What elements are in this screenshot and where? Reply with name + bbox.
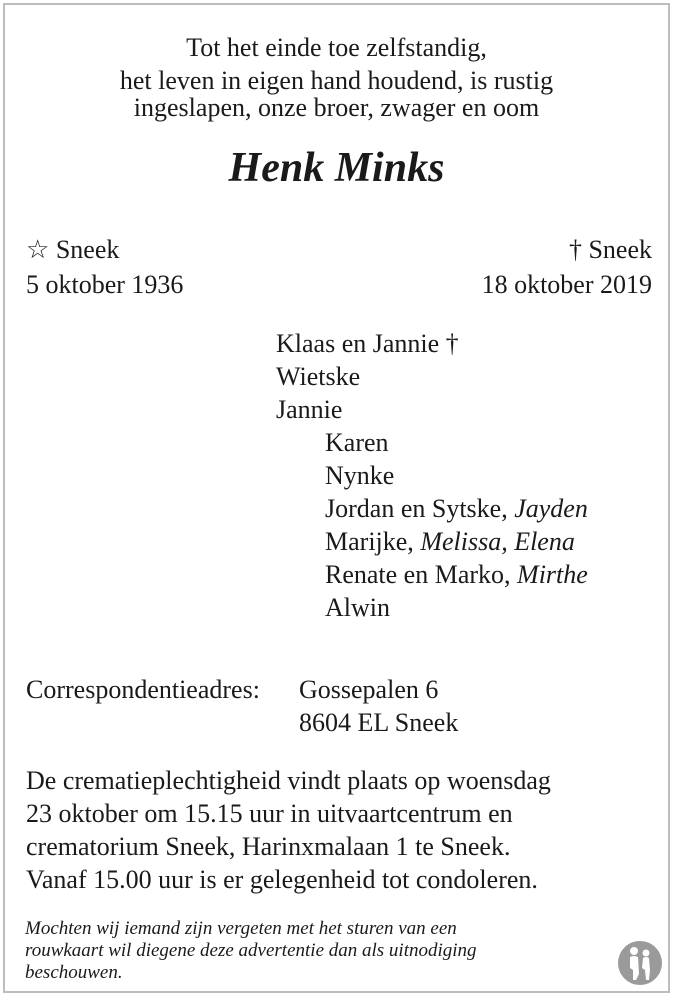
footer-line-2: rouwkaart wil diegene deze advertentie dan als uitnodiging <box>25 940 477 961</box>
birth-date: 5 oktober 1936 <box>26 270 184 299</box>
death-date: 18 oktober 2019 <box>481 270 652 299</box>
cross-icon: † <box>568 235 582 264</box>
footer-line-3: beschouwen. <box>25 962 123 983</box>
footer-line-1: Mochten wij iemand zijn vergeten met het sturen van een <box>25 918 457 939</box>
descendant-2 <box>325 459 394 492</box>
intro-line-2: het leven in eigen hand houdend, is rustig <box>119 66 554 95</box>
death-place <box>569 233 652 266</box>
intro-line-3: ingeslapen, onze broer, zwager en oom <box>133 93 540 122</box>
descendant-4 <box>325 525 575 558</box>
ceremony-line-3: crematorium Sneek, Harinxmalaan 1 te Sneek. <box>26 832 511 861</box>
memorial-figure-icon <box>617 940 663 986</box>
descendant-3 <box>325 492 588 525</box>
correspondence-city: 8604 EL Sneek <box>299 708 459 737</box>
correspondence-label: Correspondentieadres: <box>26 675 260 704</box>
death-place-label: Sneek <box>588 235 652 264</box>
descendant-children: Melissa, Elena <box>420 527 575 556</box>
descendant-children: Jayden <box>514 494 588 523</box>
birth-place <box>26 233 119 266</box>
logo-head-2 <box>643 950 650 957</box>
logo-circle <box>618 941 662 985</box>
descendant-name: Alwin <box>325 593 390 622</box>
obituary-card <box>3 3 670 993</box>
descendant-1 <box>325 426 389 459</box>
sibling-3: Jannie <box>276 395 343 424</box>
descendant-name: Renate en Marko, <box>325 560 511 589</box>
ceremony-line-1: De crematieplechtigheid vindt plaats op woensdag <box>26 766 551 795</box>
correspondence-street: Gossepalen 6 <box>299 675 439 704</box>
descendant-children: Mirthe <box>517 560 588 589</box>
ceremony-line-2: 23 oktober om 15.15 uur in uitvaartcentrum en <box>26 799 513 828</box>
sibling-2: Wietske <box>276 362 361 391</box>
descendant-6 <box>325 591 390 624</box>
sibling-1: Klaas en Jannie † <box>276 329 459 358</box>
birth-place-label: Sneek <box>55 235 120 264</box>
footer-note <box>25 918 595 984</box>
intro-line-1: Tot het einde toe zelfstandig, <box>186 33 487 62</box>
descendant-name: Karen <box>325 428 389 457</box>
descendant-name: Jordan en Sytske, <box>325 494 508 523</box>
logo-head-1 <box>630 947 638 955</box>
descendant-name: Nynke <box>325 461 395 490</box>
deceased-name: Henk Minks <box>228 145 445 191</box>
descendant-name: Marijke, <box>325 527 414 556</box>
descendant-5 <box>325 558 588 591</box>
ceremony-line-4: Vanaf 15.00 uur is er gelegenheid tot condoleren. <box>26 865 538 894</box>
star-icon: ☆ <box>26 235 50 264</box>
